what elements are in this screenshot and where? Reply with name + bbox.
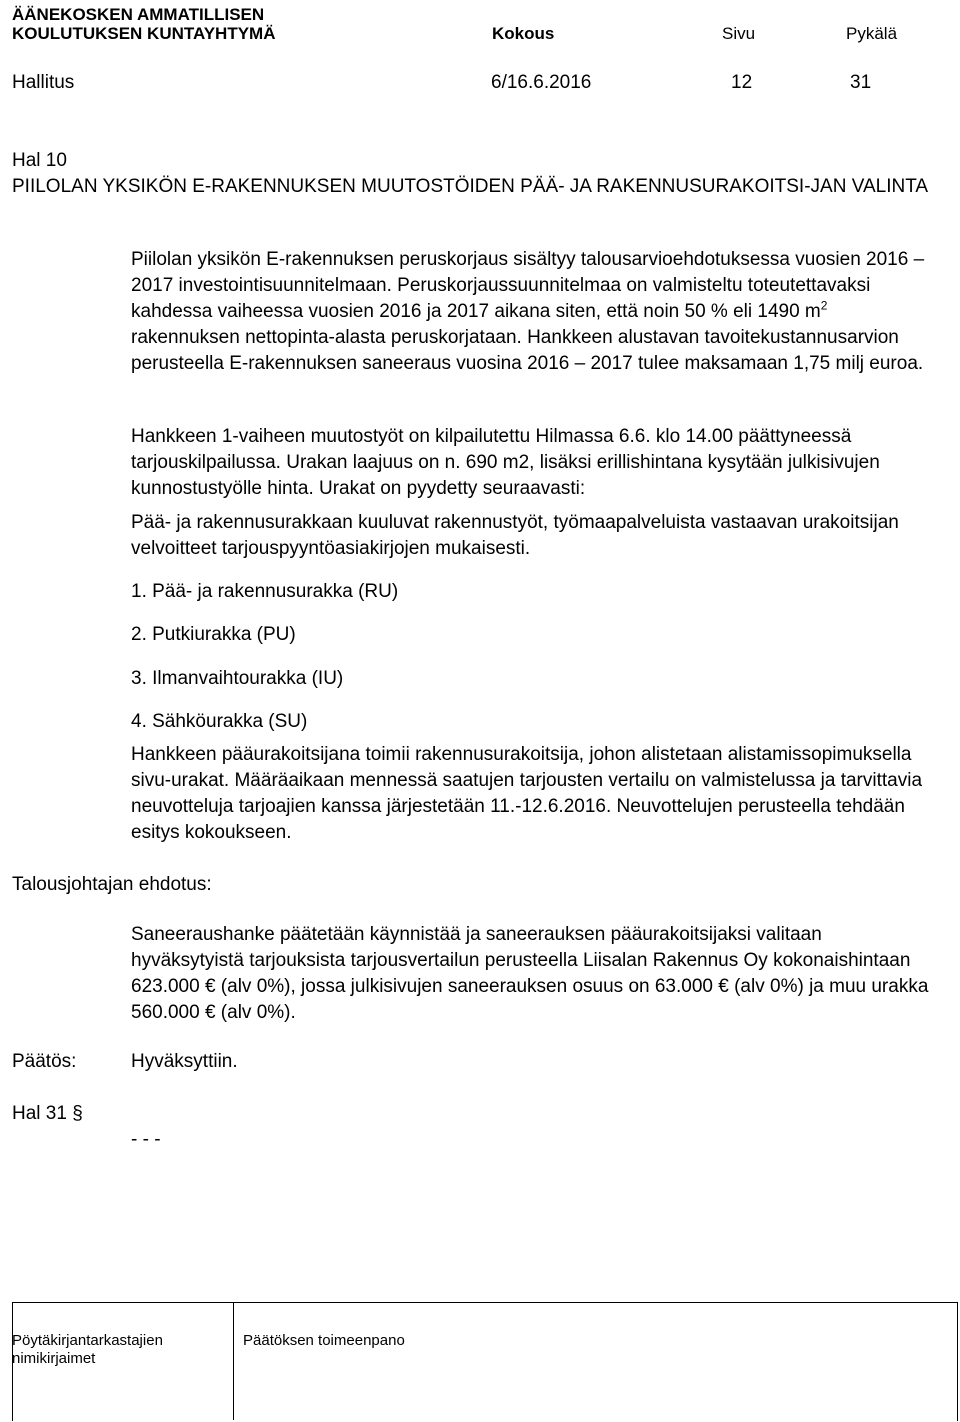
next-section-ref: Hal 31 § — [12, 1103, 83, 1124]
meeting-date: 6/16.6.2016 — [491, 72, 592, 93]
meeting-label: Kokous — [492, 24, 555, 43]
section-number: 31 — [850, 72, 872, 93]
org-line-2: KOULUTUKSEN KUNTAYHTYMÄ — [12, 24, 276, 43]
decision-label: Päätös: — [12, 1051, 77, 1072]
body-name: Hallitus — [12, 72, 75, 93]
proposal-label: Talousjohtajan ehdotus: — [12, 874, 212, 895]
section-title: PIILOLAN YKSIKÖN E-RAKENNUKSEN MUUTOSTÖIDEN PÄÄ- JA RAKENNUSURAKOITSI-JAN VALINTA — [12, 176, 929, 197]
contract-item: 2. Putkiurakka (PU) — [131, 624, 296, 645]
page-number: 12 — [731, 72, 753, 93]
contract-item: 1. Pää- ja rakennusurakka (RU) — [131, 581, 399, 602]
contract-item: 4. Sähköurakka (SU) — [131, 711, 308, 732]
execution-label: Päätöksen toimeenpano — [243, 1332, 405, 1349]
paragraph-tender: Hankkeen 1-vaiheen muutostyöt on kilpailutettu Hilmassa 6.6. klo 14.00 päättyneessä tarjouskilpailussa. Urakan laajuus on n. 690 m2, lisäksi erillishintana kysytään julkisivujen kunnostustyölle hinta. Urakat on pyydetty seuraavasti: — [131, 426, 880, 499]
p1-text-a: Piilolan yksikön E-rakennuksen peruskorjaus sisältyy talousarvioehdotuksessa vuosien 2016 – 2017 investointisuunnitelmaan. Peruskorjaussuunnitelmaa on valmisteltu toteutettavaksi kahdessa vaiheessa vuosien 2016 ja 2017 aikana siten, että noin 50 % eli 1490 m — [131, 249, 925, 322]
section-heading — [12, 148, 932, 200]
section-ref: Hal 10 — [12, 150, 67, 171]
contract-item: 3. Ilmanvaihtourakka (IU) — [131, 668, 344, 689]
organization-name — [12, 5, 276, 43]
next-section-text: - - - — [131, 1129, 161, 1150]
org-line-1: ÄÄNEKOSKEN AMMATILLISEN — [12, 5, 265, 24]
page-label: Sivu — [722, 24, 756, 43]
decision-text: Hyväksyttiin. — [131, 1051, 238, 1072]
proposal-text: Saneeraushanke päätetään käynnistää ja saneerauksen pääurakoitsijaksi valitaan hyväksytyistä tarjouksista tarjousvertailun perusteella Liisalan Rakennus Oy kokonaishintaan 623.000 € (alv 0%), jossa julkisivujen saneerauksen osuus on 63.000 € (alv 0%) ja muu urakka 560.000 € (alv 0%). — [131, 924, 929, 1023]
p1-text-b: rakennuksen nettopinta-alasta peruskorjataan. Hankkeen alustavan tavoitekustannusarvion perusteella E-rakennuksen saneeraus vuosina 2016 – 2017 tulee maksamaan 1,75 milj euroa. — [131, 327, 924, 374]
paragraph-main-contractor: Hankkeen pääurakoitsijana toimii rakennusurakoitsija, johon alistetaan alistamissopimuksella sivu-urakat. Määräaikaan mennessä saatujen tarjousten vertailu on valmistelussa ja tarvittavia neuvotteluja tarjoajien kanssa järjestetään 11.-12.6.2016. Neuvottelujen perusteella tehdään esitys kokoukseen. — [131, 744, 923, 843]
signatures-label: Pöytäkirjantarkastajien nimikirjaimet — [12, 1332, 163, 1367]
paragraph-scope: Pää- ja rakennusurakkaan kuuluvat rakennustyöt, työmaapalveluista vastaavan urakoitsijan velvoitteet tarjouspyyntöasiakirjojen mukaisesti. — [131, 512, 899, 559]
section-label: Pykälä — [846, 24, 898, 43]
paragraph-background — [131, 247, 931, 377]
p1-superscript: 2 — [820, 298, 828, 313]
footer-divider — [233, 1302, 234, 1420]
